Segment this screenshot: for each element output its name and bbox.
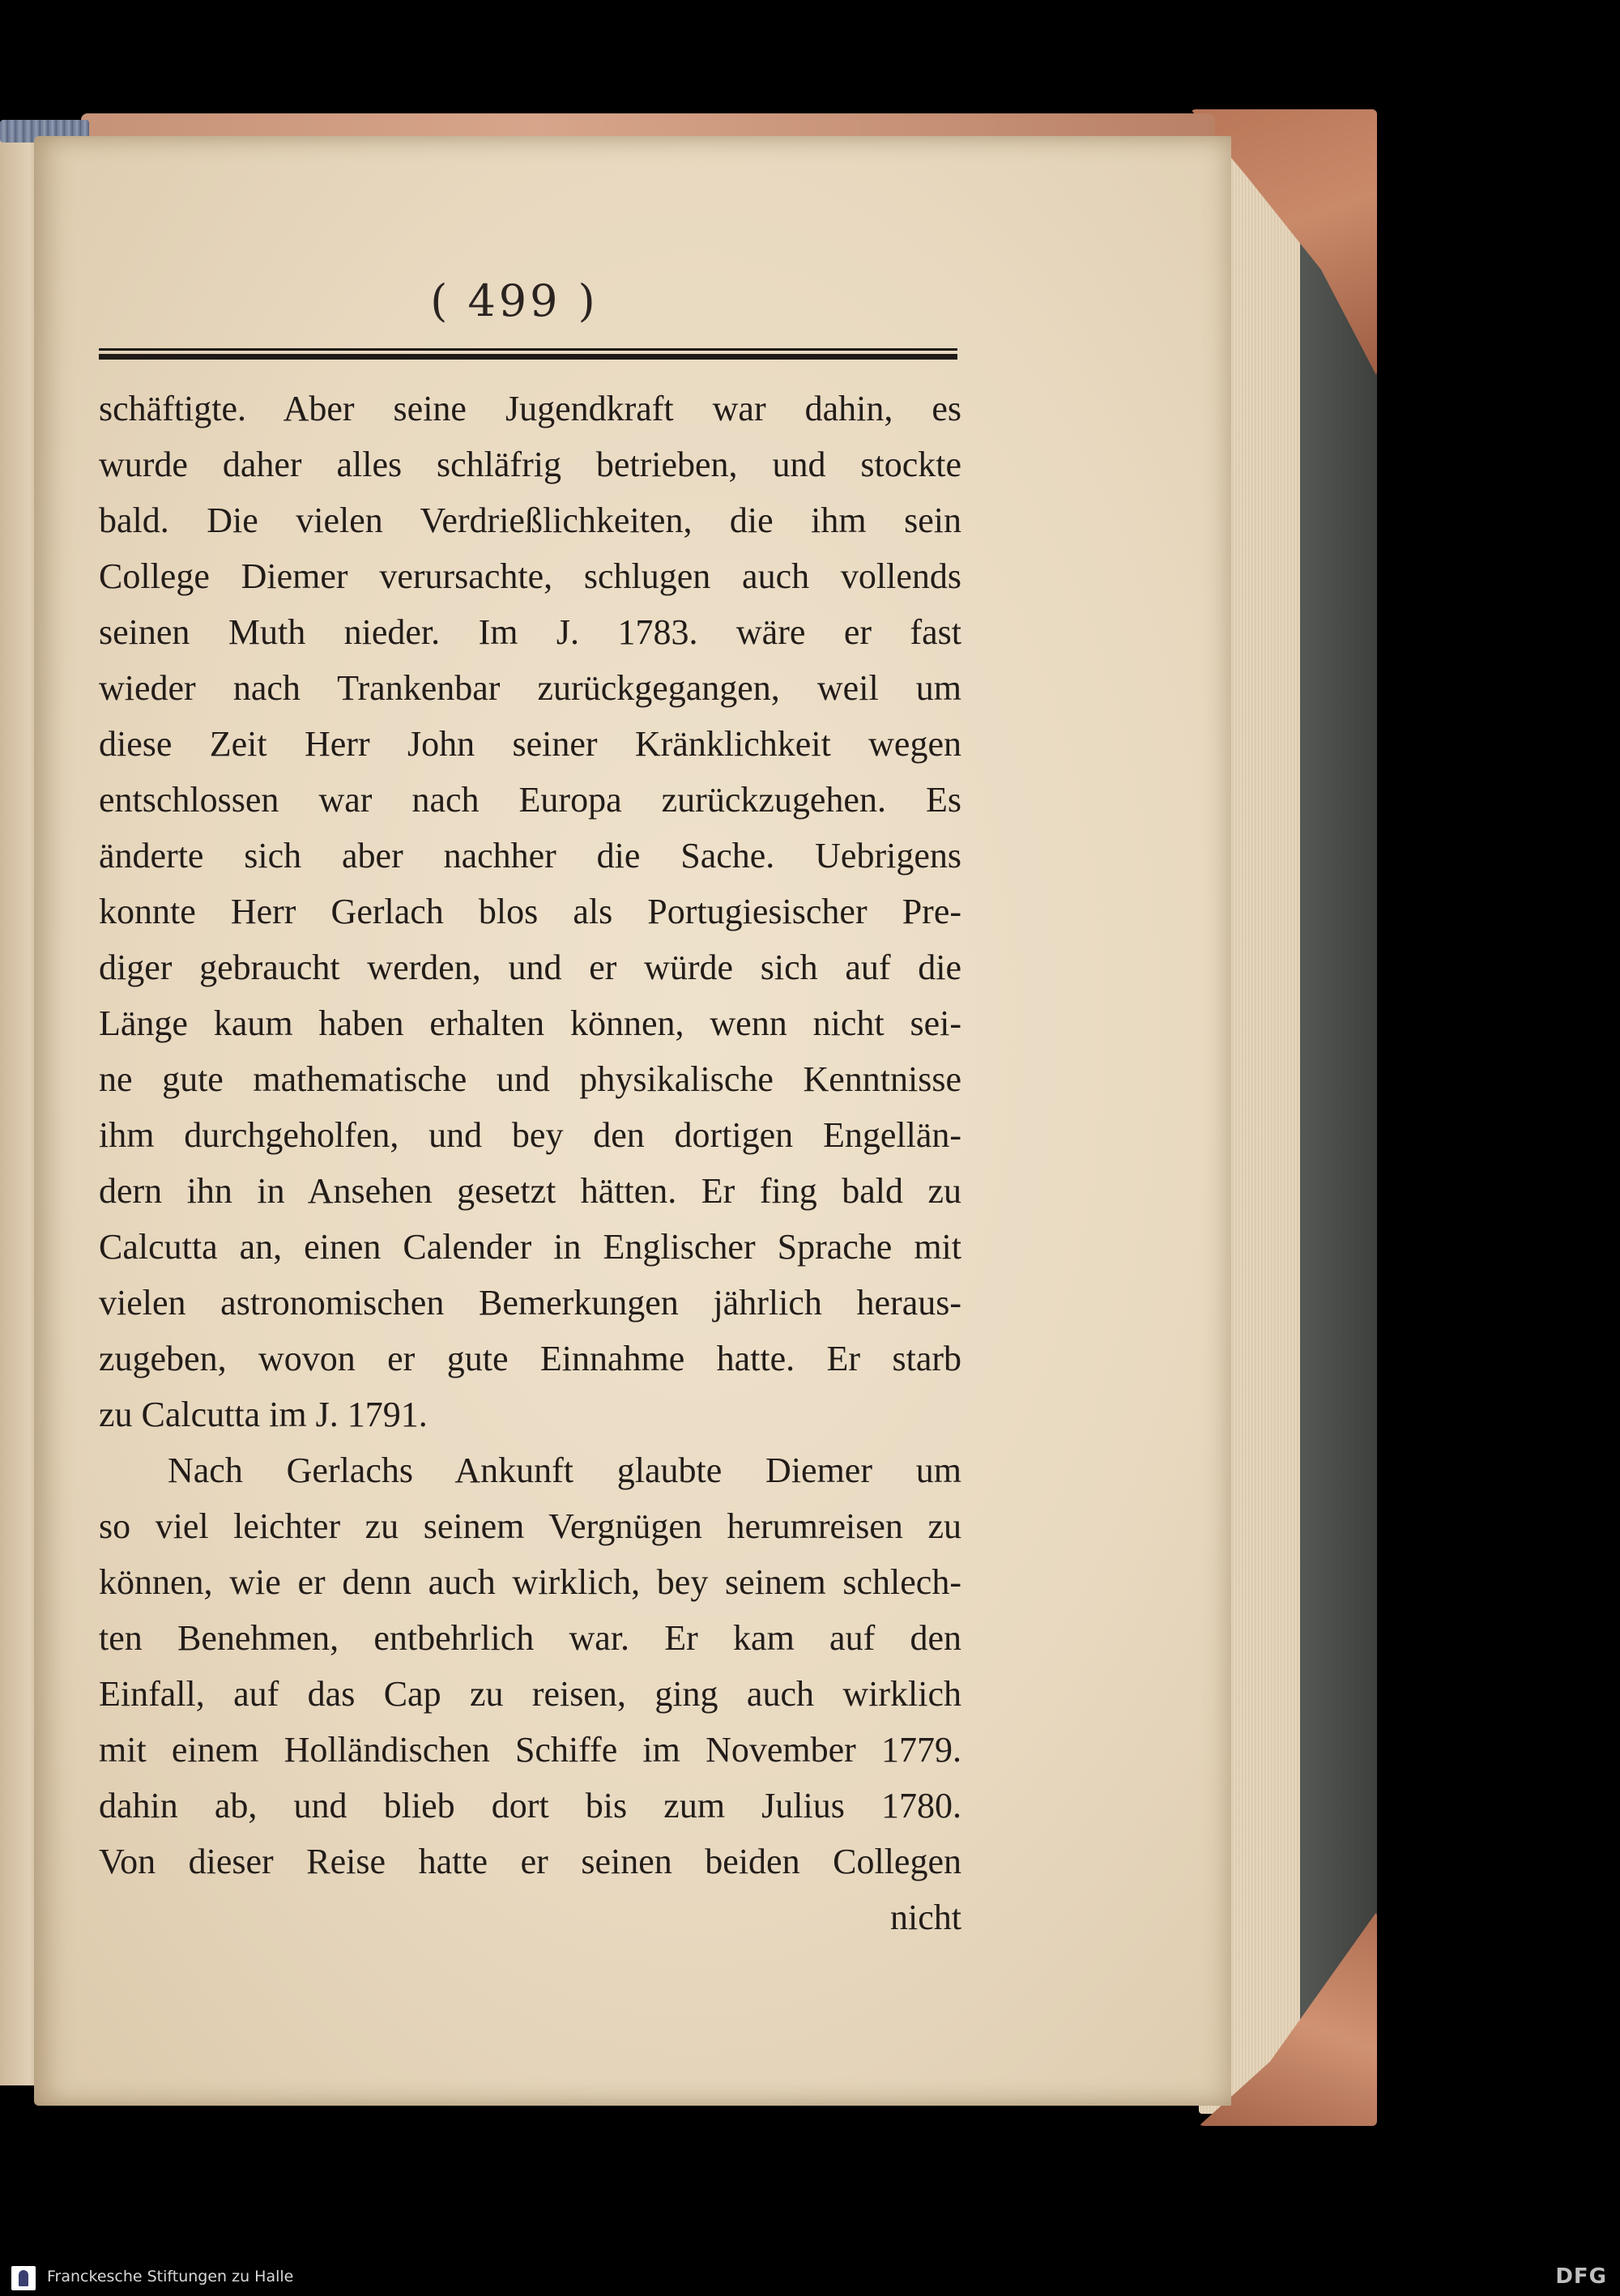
text-line: Nach Gerlachs Ankunft glaubte Diemer um bbox=[168, 1450, 961, 1490]
text-line: Von dieser Reise hatte er seinen beiden Collegen bbox=[99, 1842, 961, 1881]
text-line: Einfall, auf das Cap zu reisen, ging auch wirklich bbox=[99, 1674, 961, 1714]
dfg-badge: DFG bbox=[1555, 2264, 1607, 2289]
text-line: seinen Muth nieder. Im J. 1783. wäre er fast bbox=[99, 612, 961, 652]
text-line: ihm durchgeholfen, und bey den dortigen Engellän- bbox=[99, 1115, 961, 1155]
text-line: diese Zeit Herr John seiner Kränklichkeit wegen bbox=[99, 724, 961, 764]
page-number: ( 499 ) bbox=[430, 275, 599, 326]
institution-logo-icon bbox=[11, 2266, 36, 2290]
catchword: nicht bbox=[890, 1898, 961, 1937]
text-line: änderte sich aber nachher die Sache. Uebrigens bbox=[99, 836, 961, 875]
text-line: wurde daher alles schläfrig betrieben, und stockte bbox=[99, 445, 961, 484]
text-line: diger gebraucht werden, und er würde sich auf die bbox=[99, 948, 961, 987]
text-line: dern ihn in Ansehen gesetzt hätten. Er fing bald zu bbox=[99, 1171, 961, 1211]
text-line: dahin ab, und blieb dort bis zum Julius 1780. bbox=[99, 1786, 961, 1825]
page-text bbox=[99, 381, 961, 1945]
text-line: zu Calcutta im J. 1791. bbox=[99, 1395, 428, 1434]
text-line: entschlossen war nach Europa zurückzugehen. Es bbox=[99, 780, 961, 820]
text-line: so viel leichter zu seinem Vergnügen herumreisen zu bbox=[99, 1506, 961, 1546]
text-line: konnte Herr Gerlach blos als Portugiesischer Pre- bbox=[99, 892, 961, 931]
text-line: zugeben, wovon er gute Einnahme hatte. Er starb bbox=[99, 1339, 961, 1378]
text-line: wieder nach Trankenbar zurückgegangen, weil um bbox=[99, 668, 961, 708]
text-line: Länge kaum haben erhalten können, wenn nicht sei- bbox=[99, 1003, 961, 1043]
text-line: können, wie er denn auch wirklich, bey seinem schlech- bbox=[99, 1562, 961, 1602]
text-line: bald. Die vielen Verdrießlichkeiten, die ihm sein bbox=[99, 501, 961, 540]
text-line: ten Benehmen, entbehrlich war. Er kam auf den bbox=[99, 1618, 961, 1658]
header-rule-thick bbox=[99, 354, 957, 360]
header-rule-thin bbox=[99, 348, 957, 351]
text-line: mit einem Holländischen Schiffe im November 1779. bbox=[99, 1730, 961, 1770]
text-line: schäftigte. Aber seine Jugendkraft war dahin, es bbox=[99, 389, 961, 428]
institution-name: Franckesche Stiftungen zu Halle bbox=[47, 2268, 294, 2285]
text-line: ne gute mathematische und physikalische Kenntnisse bbox=[99, 1059, 961, 1099]
text-line: vielen astronomischen Bemerkungen jährlich heraus- bbox=[99, 1283, 961, 1323]
text-line: Calcutta an, einen Calender in Englischer Sprache mit bbox=[99, 1227, 961, 1267]
text-line: College Diemer verursachte, schlugen auch vollends bbox=[99, 556, 961, 596]
